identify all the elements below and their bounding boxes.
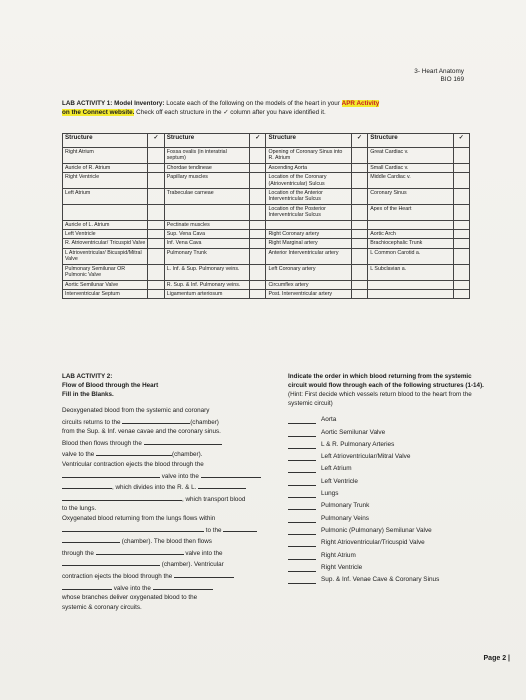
checkbox-cell[interactable] [453,204,469,220]
structure-cell: Ascending Aorta [266,163,351,172]
checkbox-cell[interactable] [148,163,164,172]
header-title: 3- Heart Anatomy [414,68,464,75]
line-text: contraction ejects the blood through the [62,572,173,580]
checkbox-cell[interactable] [148,289,164,298]
structure-cell: Auricle of L. Atrium [63,220,148,229]
order-item [288,437,488,449]
checkbox-cell[interactable] [351,189,367,205]
checkbox-cell[interactable] [453,248,469,264]
text-line [62,470,282,482]
line-text: valve into the [185,549,223,557]
order-item [288,547,488,559]
check-header: ✓ [453,134,469,148]
checkbox-cell[interactable] [453,289,469,298]
structure-cell: Apex of the Heart [368,204,453,220]
checkbox-cell[interactable] [250,239,266,248]
order-item-label: Right Atrium [321,551,356,559]
activity1-instructions [62,100,482,117]
checkbox-cell[interactable] [250,189,266,205]
answer-blank[interactable] [223,524,257,532]
inventory-body [63,148,470,299]
inventory-row [63,163,470,172]
structure-header: Structure [63,134,148,148]
text-line [62,481,282,493]
order-item [288,510,488,522]
text-line: to the lungs. [62,505,97,513]
text-line: Deoxygenated blood from the systemic and coronary [62,407,210,414]
order-number-blank[interactable] [288,428,316,437]
inventory-row [63,248,470,264]
structure-cell: Right Ventricle [63,173,148,189]
checkbox-cell[interactable] [351,220,367,229]
checkbox-cell[interactable] [453,189,469,205]
structure-cell: R. Sup. & Inf. Pulmonary veins. [164,280,249,289]
instructions-text-2: Check off each structure in the ✓ column after you have identified it. [134,108,326,116]
checkbox-cell[interactable] [250,163,266,172]
order-number-blank[interactable] [288,452,316,461]
check-header: ✓ [148,134,164,148]
structure-cell: Location of the Posterior Interventricular Sulcus [266,204,351,220]
structure-cell: L Subclavian a. [368,264,453,280]
order-number-blank[interactable] [288,464,316,473]
structure-header: Structure [368,134,453,148]
order-number-blank[interactable] [288,575,316,584]
checkbox-cell[interactable] [250,280,266,289]
structure-cell: Anterior Interventricular artery [266,248,351,264]
structure-cell: Right Coronary artery [266,230,351,239]
ordering-hint: (Hint: First decide which vessels return blood to the heart from the systemic circuit) [288,391,472,407]
order-number-blank[interactable] [288,477,316,486]
order-number-blank[interactable] [288,440,316,449]
order-item-label: Sup. & Inf. Venae Cave & Coronary Sinus [321,576,440,584]
inventory-row [63,189,470,205]
structure-cell: Pectinate muscles [164,220,249,229]
answer-blank[interactable] [62,481,112,489]
text-line [62,570,282,582]
line-text: through the [62,549,94,557]
structure-cell: Left Atrium [63,189,148,205]
course-header [414,68,464,84]
checkbox-cell[interactable] [453,264,469,280]
checkbox-cell[interactable] [351,239,367,248]
order-item-label: Left Ventricle [321,477,358,485]
checkbox-cell[interactable] [351,289,367,298]
structure-cell: Trabeculae carneae [164,189,249,205]
text-line: Ventricular contraction ejects the blood through the [62,460,204,468]
order-number-blank[interactable] [288,514,316,523]
inventory-row [63,204,470,220]
order-item [288,535,488,547]
line-text: valve into the [161,472,199,480]
order-item-label: Left Atrium [321,465,352,473]
structure-cell: Auricle of R. Atrium [63,163,148,172]
activity2-title: LAB ACTIVITY 2: [62,373,113,380]
checkbox-cell[interactable] [453,148,469,164]
line-text: , which divides into the R. & L. [112,484,197,492]
order-item-label: Pulmonary Veins [321,514,369,522]
line-text: (chamber) [190,418,219,426]
structure-cell: Location of the Coronary (Atrioventricular) Sulcus [266,173,351,189]
structure-cell: Pulmonary Trunk [164,248,249,264]
answer-blank[interactable] [201,470,261,478]
order-item-label: Left Atrioventricular/Mitral Valve [321,453,411,461]
checkbox-cell[interactable] [148,220,164,229]
structure-header: Structure [164,134,249,148]
text-line [62,416,282,428]
line-text: (chamber). [171,451,203,459]
line-text: Blood then flows through the [62,439,142,447]
checkbox-cell[interactable] [250,173,266,189]
answer-blank[interactable] [198,481,246,489]
inventory-row [63,230,470,239]
structure-cell: Pulmonary Semilunar OR Pulmonic Valve [63,264,148,280]
order-item-label: Right Ventricle [321,563,363,571]
activity2-subtitle: Flow of Blood through the Heart [62,382,159,389]
apr-activity-highlight: APR Activity [341,100,380,107]
fill-in-paragraph [62,406,282,612]
checkbox-cell[interactable] [351,204,367,220]
activity2-fill-in [62,372,282,612]
line-text: (chamber). Ventricular [161,561,224,569]
checkbox-cell[interactable] [250,264,266,280]
answer-blank[interactable] [62,582,112,590]
order-item-label: Aortic Semilunar Valve [321,428,386,436]
instructions-text: Locate each of the following on the models of the heart in your [164,100,342,107]
checkbox-cell[interactable] [250,204,266,220]
text-line [62,448,282,460]
text-line [62,493,282,505]
structure-cell: Middle Cardiac v. [368,173,453,189]
order-item [288,461,488,473]
checkbox-cell[interactable] [250,248,266,264]
checkbox-cell[interactable] [351,163,367,172]
answer-blank[interactable] [96,448,172,456]
checkbox-cell[interactable] [148,239,164,248]
structure-cell: Right Atrium [63,148,148,164]
structure-cell: Circumflex artery [266,280,351,289]
header-course: BIO 169 [440,76,464,83]
connect-website-highlight: on the Connect website. [62,108,135,116]
text-line [62,582,282,594]
order-number-blank[interactable] [288,489,316,498]
checkbox-cell[interactable] [148,204,164,220]
checkbox-cell[interactable] [453,280,469,289]
checkbox-cell[interactable] [250,230,266,239]
inventory-table [62,133,470,299]
inventory-row [63,173,470,189]
checkbox-cell[interactable] [148,189,164,205]
order-number-blank[interactable] [288,501,316,510]
checkbox-cell[interactable] [148,248,164,264]
structure-cell: Interventricular Septum [63,289,148,298]
checkbox-cell[interactable] [453,230,469,239]
order-number-blank[interactable] [288,551,316,560]
line-text: to the [205,526,222,534]
order-item-label: Aorta [321,416,337,424]
structure-cell: Sup. Vena Cava [164,230,249,239]
order-number-blank[interactable] [288,563,316,572]
structure-cell: Location of the Anterior Interventricular Sulcus [266,189,351,205]
answer-blank[interactable] [96,547,184,555]
answer-blank[interactable] [153,582,213,590]
line-text: valve into the [113,584,151,592]
structure-cell: Papillary muscles [164,173,249,189]
text-line [62,547,282,559]
checkbox-cell[interactable] [453,220,469,229]
ordering-list [288,412,488,584]
inventory-header-row [63,134,470,148]
structure-cell [63,204,148,220]
line-text: , which transport blood [182,495,246,503]
text-line: from the Sup. & Inf. venae cavae and the coronary sinus. [62,428,221,436]
inventory-row [63,289,470,298]
structure-cell: L. Inf. & Sup. Pulmonary veins. [164,264,249,280]
structure-cell [368,289,453,298]
activity1-title: LAB ACTIVITY 1: Model Inventory: [62,100,165,107]
blood-flow-ordering [288,372,488,584]
order-item-label: L & R. Pulmonary Arteries [321,440,395,448]
text-line: systemic & coronary circuits. [62,603,142,611]
checkbox-cell[interactable] [453,173,469,189]
answer-blank[interactable] [62,535,120,543]
structure-cell [164,204,249,220]
order-item [288,486,488,498]
text-line [62,535,282,547]
structure-cell: Small Cardiac v. [368,163,453,172]
check-header: ✓ [351,134,367,148]
inventory-row [63,148,470,164]
inventory-row [63,239,470,248]
checkbox-cell[interactable] [351,248,367,264]
answer-blank[interactable] [174,570,234,578]
order-number-blank[interactable] [288,415,316,424]
structure-header: Structure [266,134,351,148]
structure-cell: Right Marginal artery [266,239,351,248]
structure-cell: Chordae tendineae [164,163,249,172]
order-item-label: Pulmonic (Pulmonary) Semilunar Valve [321,526,432,534]
checkbox-cell[interactable] [148,230,164,239]
structure-cell: Opening of Coronary Sinus into R. Atrium [266,148,351,164]
check-header: ✓ [250,134,266,148]
checkbox-cell[interactable] [351,173,367,189]
checkbox-cell[interactable] [453,163,469,172]
text-line [62,437,282,449]
order-item [288,473,488,485]
answer-blank[interactable] [144,437,222,445]
structure-cell: R. Atrioventricular/ Tricuspid Valve [63,239,148,248]
structure-cell: Inf. Vena Cava [164,239,249,248]
order-item [288,424,488,436]
line-text: circuits returns to the [62,418,121,426]
structure-cell: Ligamentum arteriosum [164,289,249,298]
answer-blank[interactable] [62,470,160,478]
answer-blank[interactable] [62,558,160,566]
order-item-label: Lungs [321,490,339,498]
checkbox-cell[interactable] [351,264,367,280]
order-item [288,572,488,584]
structure-cell: L Atrioventricular/ Bicuspid/Mitral Valve [63,248,148,264]
checkbox-cell[interactable] [148,173,164,189]
checkbox-cell[interactable] [250,148,266,164]
ordering-instructions: Indicate the order in which blood returning from the systemic circuit would flow through each of the following structures (1-14). [288,373,484,389]
order-item [288,560,488,572]
order-item [288,523,488,535]
checkbox-cell[interactable] [250,220,266,229]
structure-cell: Aortic Semilunar Valve [63,280,148,289]
structure-cell [368,220,453,229]
answer-blank[interactable] [62,524,204,532]
checkbox-cell[interactable] [351,280,367,289]
structure-cell: L Common Carotid a. [368,248,453,264]
structure-cell: Aortic Arch [368,230,453,239]
checkbox-cell[interactable] [148,148,164,164]
structure-cell: Post. Interventricular artery [266,289,351,298]
text-line: whose branches deliver oxygenated blood to the [62,594,198,602]
checkbox-cell[interactable] [453,239,469,248]
structure-cell: Brachiocephalic Trunk [368,239,453,248]
line-text: valve to the [62,451,95,459]
text-line [62,558,282,570]
checkbox-cell[interactable] [148,280,164,289]
text-line: Oxygenated blood returning from the lungs flows within [62,514,216,522]
inventory-row [63,220,470,229]
structure-cell: Left Coronary artery [266,264,351,280]
checkbox-cell[interactable] [250,289,266,298]
order-item-label: Right Atrioventricular/Tricuspid Valve [321,539,425,547]
inventory-row [63,280,470,289]
activity2-instruction: Fill in the Blanks. [62,391,114,398]
order-number-blank[interactable] [288,538,316,547]
answer-blank[interactable] [122,416,190,424]
structure-cell: Left Ventricle [63,230,148,239]
structure-cell: Great Cardiac v. [368,148,453,164]
text-line [62,524,282,536]
checkbox-cell[interactable] [148,264,164,280]
page-number: Page 2 | [483,655,510,662]
checkbox-cell[interactable] [351,148,367,164]
structure-cell: Coronary Sinus [368,189,453,205]
answer-blank[interactable] [62,493,182,501]
structure-cell [266,220,351,229]
line-text: (chamber). The blood then flows [121,538,212,546]
order-item [288,449,488,461]
structure-cell: Fossa ovalis (in interatrial septum) [164,148,249,164]
inventory-row [63,264,470,280]
order-item-label: Pulmonary Trunk [321,502,370,510]
structure-cell [368,280,453,289]
order-item [288,412,488,424]
order-number-blank[interactable] [288,526,316,535]
order-item [288,498,488,510]
checkbox-cell[interactable] [351,230,367,239]
